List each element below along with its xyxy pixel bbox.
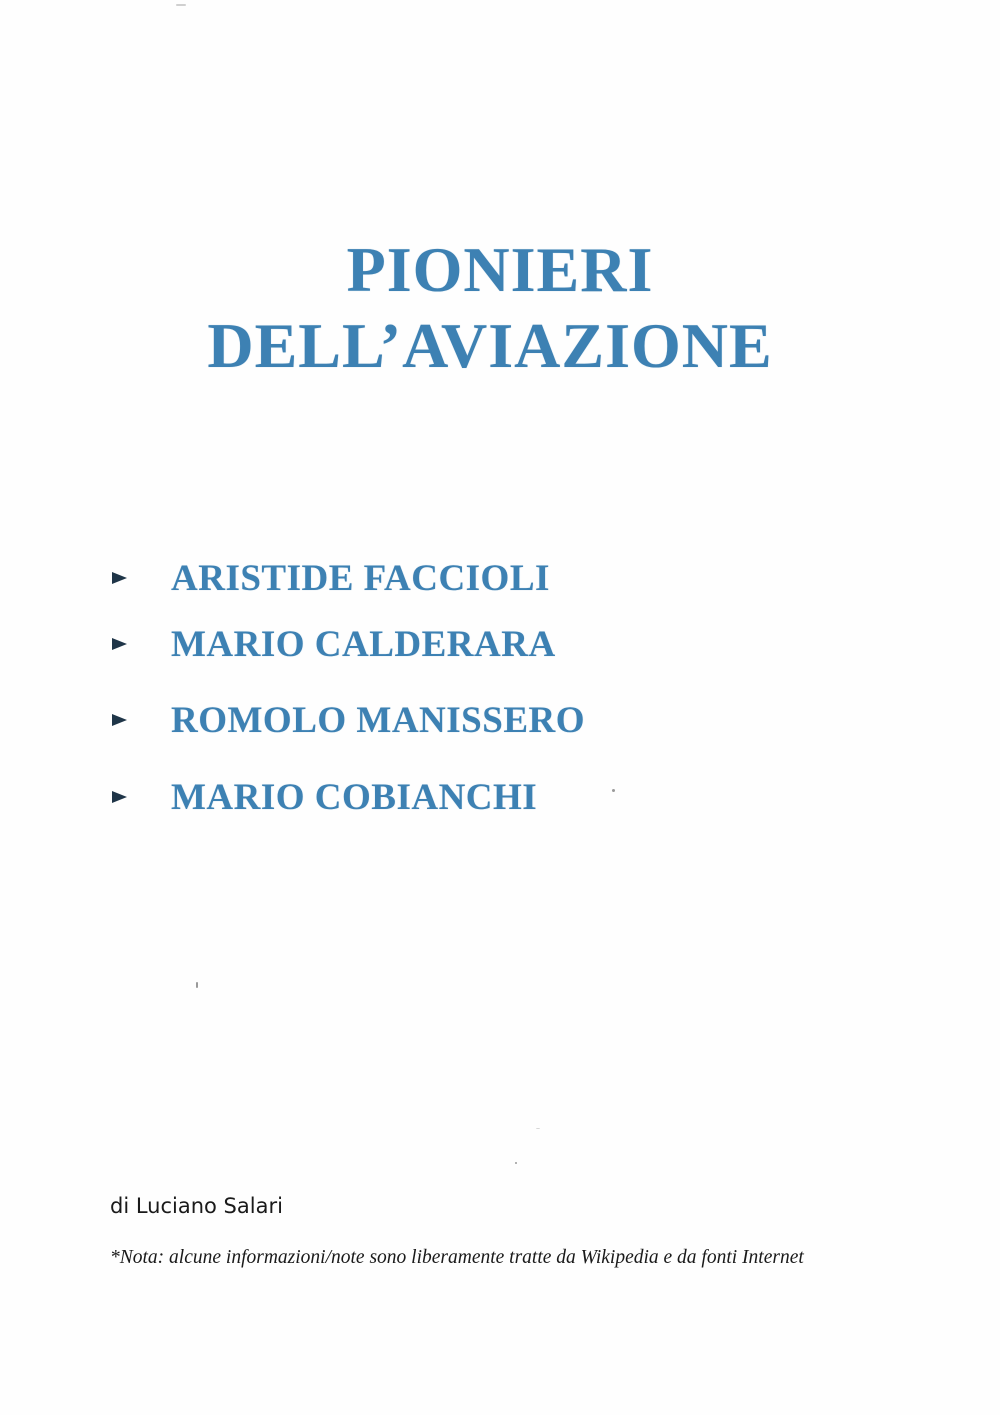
- pilot-name: ARISTIDE FACCIOLI: [171, 557, 550, 599]
- scan-speck: [612, 789, 615, 792]
- bullet-arrow-icon: [112, 714, 127, 726]
- title-line-2: DELL’AVIAZIONE: [207, 310, 773, 381]
- document-title: [0, 232, 1000, 384]
- scan-speck: [176, 4, 186, 6]
- author-line: di Luciano Salari: [110, 1194, 283, 1218]
- bullet-arrow-icon: [112, 572, 127, 584]
- pilot-name: MARIO CALDERARA: [171, 623, 556, 665]
- pilot-name: MARIO COBIANCHI: [171, 776, 538, 818]
- list-item: [112, 775, 537, 819]
- list-item: [112, 622, 556, 666]
- scan-speck: [515, 1162, 517, 1164]
- bullet-arrow-icon: [112, 638, 127, 650]
- title-line-1: PIONIERI: [346, 234, 654, 305]
- list-item: [112, 556, 550, 600]
- source-note: *Nota: alcune informazioni/note sono liberamente tratte da Wikipedia e da fonti Internet: [110, 1247, 804, 1268]
- bullet-arrow-icon: [112, 791, 127, 803]
- scan-speck: [536, 1128, 540, 1129]
- pilot-name: ROMOLO MANISSERO: [171, 699, 586, 741]
- list-item: [112, 698, 585, 742]
- scan-speck: [196, 982, 198, 988]
